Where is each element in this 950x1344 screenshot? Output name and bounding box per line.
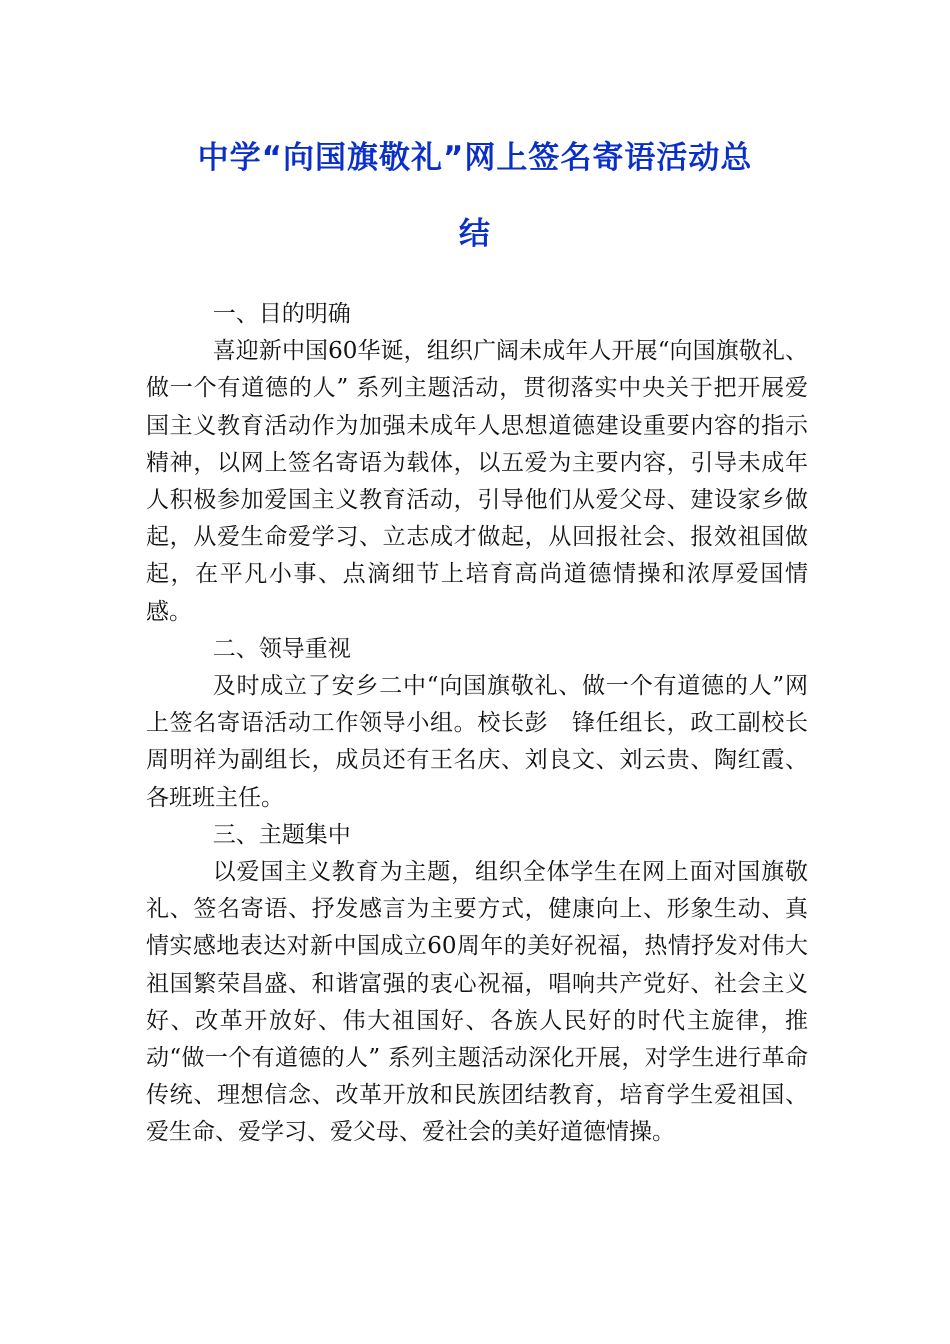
section-heading: 一、目的明确 (212, 301, 351, 327)
document-title: 中学“向国旗敬礼”网上签名寄语活动总 (197, 140, 753, 176)
document-title-continuation: 结 (459, 216, 491, 252)
section-paragraph: 喜迎新中国60华诞，组织广阔未成年人开展“向国旗敬礼、做一个有道德的人” 系列主题活动，贯彻落实中央关于把开展爱国主义教育活动作为加强未成年人思想道德建设重要内容的指示精神，以网上签名寄语为载体，以五爱为主要内容，引导未成年人积极参加爱国主义教育活动，引导他们从爱父母、建设家乡做起，从爱生命爱学习、立志成才做起，从回报社会、报效祖国做起，在平凡小事、点滴细节上培育高尚道德情操和浓厚爱国情感。 (146, 338, 808, 625)
document-body (146, 296, 808, 1152)
section-paragraph: 及时成立了安乡二中“向国旗敬礼、做一个有道德的人”网上签名寄语活动工作领导小组。校长彭 锋任组长，政工副校长周明祥为副组长，成员还有王名庆、刘良文、刘云贵、陶红霞、各班班主任。 (146, 673, 808, 811)
section-paragraph: 以爱国主义教育为主题，组织全体学生在网上面对国旗敬礼、签名寄语、抒发感言为主要方式，健康向上、形象生动、真情实感地表达对新中国成立60周年的美好祝福，热情抒发对伟大祖国繁荣昌盛、和谐富强的衷心祝福，唱响共产党好、社会主义好、改革开放好、伟大祖国好、各族人民好的时代主旋律，推动“做一个有道德的人” 系列主题活动深化开展，对学生进行革命传统、理想信念、改革开放和民族团结教育，培育学生爱祖国、爱生命、爱学习、爱父母、爱社会的美好道德情操。 (146, 859, 808, 1146)
section-heading: 三、主题集中 (212, 821, 351, 848)
section-heading: 二、领导重视 (212, 635, 351, 662)
